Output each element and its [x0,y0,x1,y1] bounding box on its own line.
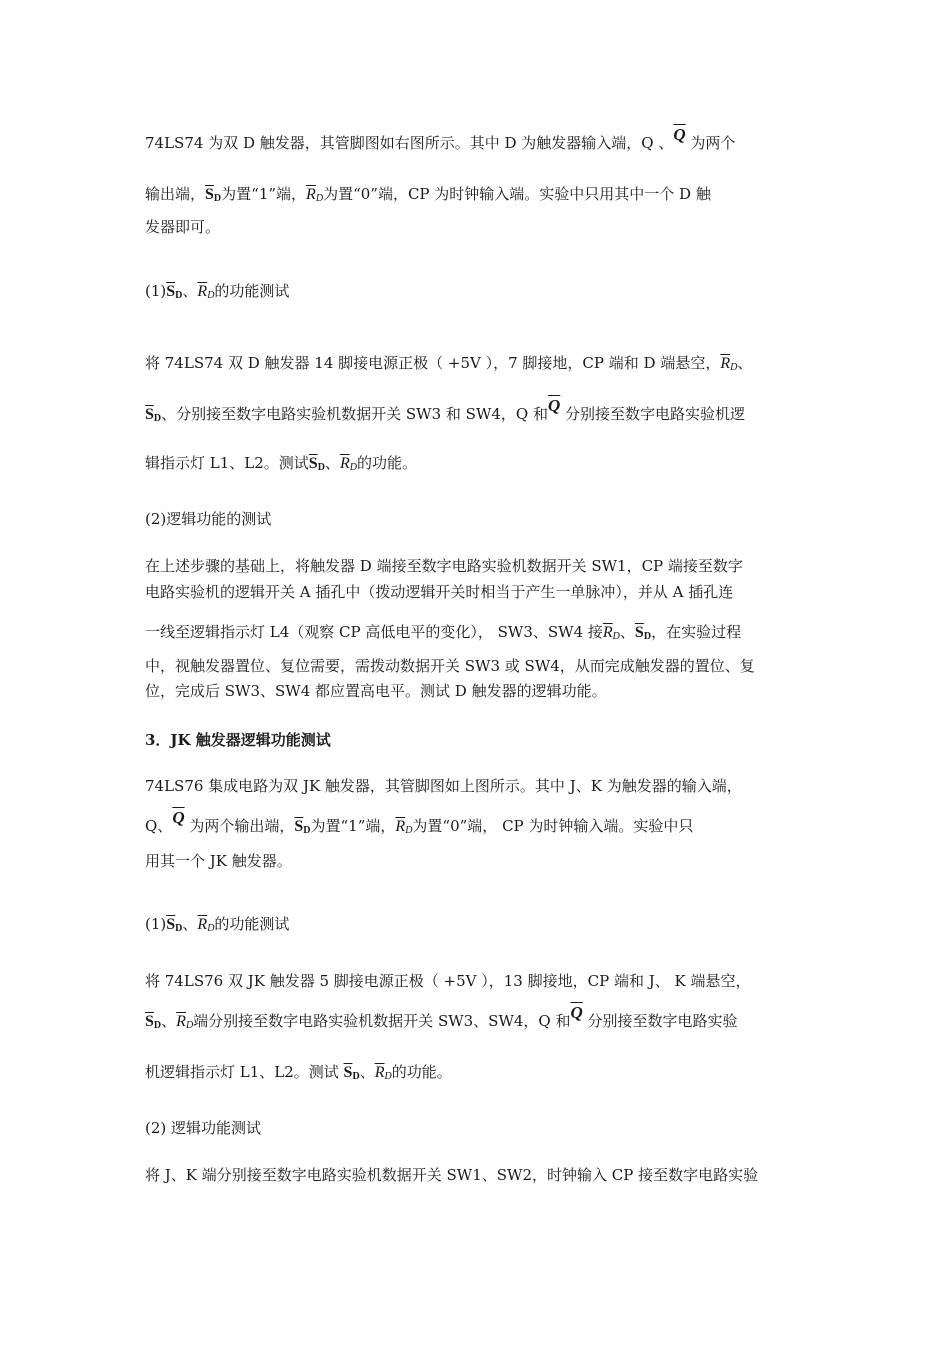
text: 的功能测试 [214,282,290,300]
sd-bar-symbol: $\overline{S}_D$ [308,455,325,473]
text: 、 [359,1063,375,1081]
text: 将 74LS74 双 D 触发器 14 脚接电源正极（ +5V ），7 脚接地，CP 端和 D 端悬空， [145,354,721,372]
rd-bar-symbol: $\overline{R}_D$ [395,818,413,836]
rd-bar-symbol: $\overline{R}_D$ [602,624,620,642]
text: 、 [324,454,340,472]
rd-bar-symbol: $\overline{R}_D$ [339,455,357,473]
text: 分别接至数字电路实验机逻 [560,405,746,423]
sd-bar-symbol: $\overline{S}_D$ [145,1013,162,1031]
para-74ls74-intro-line1 [145,125,736,154]
text: 为置“1”端， [221,185,307,203]
text: 、 [619,623,635,641]
para-74ls76-intro-line2 [145,808,694,842]
q-bar-symbol: $\overline{Q}$ [570,1003,583,1022]
para-74ls76-wiring-line3 [145,1061,452,1088]
sd-bar-symbol: $\overline{S}_D$ [634,624,652,642]
subheading-sd-rd-test-1 [145,280,289,307]
sd-bar-symbol: $\overline{S}_D$ [166,916,183,934]
para-jk-logic-line1: 将 J、K 端分别接至数字电路实验机数据开关 SW1、SW2，时钟输入 CP 接至数字电路实验 [145,1166,759,1184]
para-d-logic-line5: 位，完成后 SW3、SW4 都应置高电平。测试 D 触发器的逻辑功能。 [145,682,607,700]
sd-bar-symbol: $\overline{S}_D$ [145,406,162,424]
text: 机逻辑指示灯 L1、L2。测试 [145,1063,344,1081]
para-d-logic-line1: 在上述步骤的基础上，将触发器 D 端接至数字电路实验机数据开关 SW1，CP 端接至数字 [145,557,743,575]
text: 为两个 [685,134,736,152]
text: (1) [145,282,167,300]
section-heading-jk: 3．JK 触发器逻辑功能测试 [145,731,331,749]
rd-bar-symbol: $\overline{R}_D$ [176,1013,194,1031]
para-d-logic-line3 [145,621,741,648]
sd-bar-symbol: $\overline{S}_D$ [166,283,183,301]
rd-bar-symbol: $\overline{R}_D$ [197,916,215,934]
text: 、 [161,1012,177,1030]
para-74ls74-wiring-line1 [145,352,752,379]
subheading-sd-rd-test-2 [145,913,289,940]
subheading-logic-test-jk: (2) 逻辑功能测试 [145,1119,262,1137]
para-74ls74-wiring-line2 [145,396,746,430]
rd-bar-symbol: $\overline{R}_D$ [197,283,215,301]
para-d-logic-line2: 电路实验机的逻辑开关 A 插孔中（拨动逻辑开关时相当于产生一单脉冲），并从 A 插孔连 [145,583,734,601]
para-d-logic-line4: 中，视触发器置位、复位需要，需拨动数据开关 SW3 或 SW4，从而完成触发器的置位、复 [145,657,755,675]
text: 为两个输出端， [184,817,295,835]
sd-bar-symbol: $\overline{S}_D$ [205,186,222,204]
para-74ls76-intro-line1: 74LS76 集成电路为双 JK 触发器，其管脚图如上图所示。其中 J、K 为触发器的输入端， [145,777,742,795]
para-74ls74-intro-line2 [145,183,711,210]
sd-bar-symbol: $\overline{S}_D$ [294,818,311,836]
rd-bar-symbol: $\overline{R}_D$ [374,1064,392,1082]
text: 分别接至数字电路实验 [582,1012,738,1030]
para-74ls74-intro-line3: 发器即可。 [145,218,221,236]
q-bar-symbol: $\overline{Q}$ [548,396,561,415]
rd-bar-symbol: $\overline{R}_D$ [720,355,738,373]
para-74ls76-intro-line3: 用其一个 JK 触发器。 [145,852,292,870]
text: 为置“1”端， [310,817,396,835]
q-bar-symbol: $\overline{Q}$ [673,125,686,144]
text: 输出端， [145,185,206,203]
text: 的功能。 [356,454,417,472]
rd-bar-symbol: $\overline{R}_D$ [306,186,324,204]
para-74ls74-wiring-line3 [145,452,417,479]
text: 、 [737,354,753,372]
text: 为置“0”端， CP 为时钟输入端。实验中只 [412,817,694,835]
text: 、 [182,915,198,933]
sd-bar-symbol: $\overline{S}_D$ [343,1064,360,1082]
text: (1) [145,915,167,933]
text: 的功能测试 [214,915,290,933]
subheading-logic-test-d: (2)逻辑功能的测试 [145,510,272,528]
para-74ls76-wiring-line1: 将 74LS76 双 JK 触发器 5 脚接电源正极（ +5V ），13 脚接地，CP 端和 J、 K 端悬空， [145,972,751,990]
text: 74LS74 为双 D 触发器，其管脚图如右图所示。其中 D 为触发器输入端，Q 、 [145,134,674,152]
text: 一线至逻辑指示灯 L4（观察 CP 高低电平的变化）， SW3、SW4 接 [145,623,603,641]
q-bar-symbol: $\overline{Q}$ [172,808,185,827]
text: 辑指示灯 L1、L2。测试 [145,454,309,472]
text: 端分别接至数字电路实验机数据开关 SW3、SW4，Q 和 [193,1012,571,1030]
text: Q、 [145,817,173,835]
text: 为置“0”端，CP 为时钟输入端。实验中只用其中一个 D 触 [323,185,711,203]
text: 、分别接至数字电路实验机数据开关 SW3 和 SW4，Q 和 [161,405,548,423]
text: ，在实验过程 [651,623,742,641]
text: 的功能。 [391,1063,452,1081]
para-74ls76-wiring-line2 [145,1003,738,1037]
text: 、 [182,282,198,300]
